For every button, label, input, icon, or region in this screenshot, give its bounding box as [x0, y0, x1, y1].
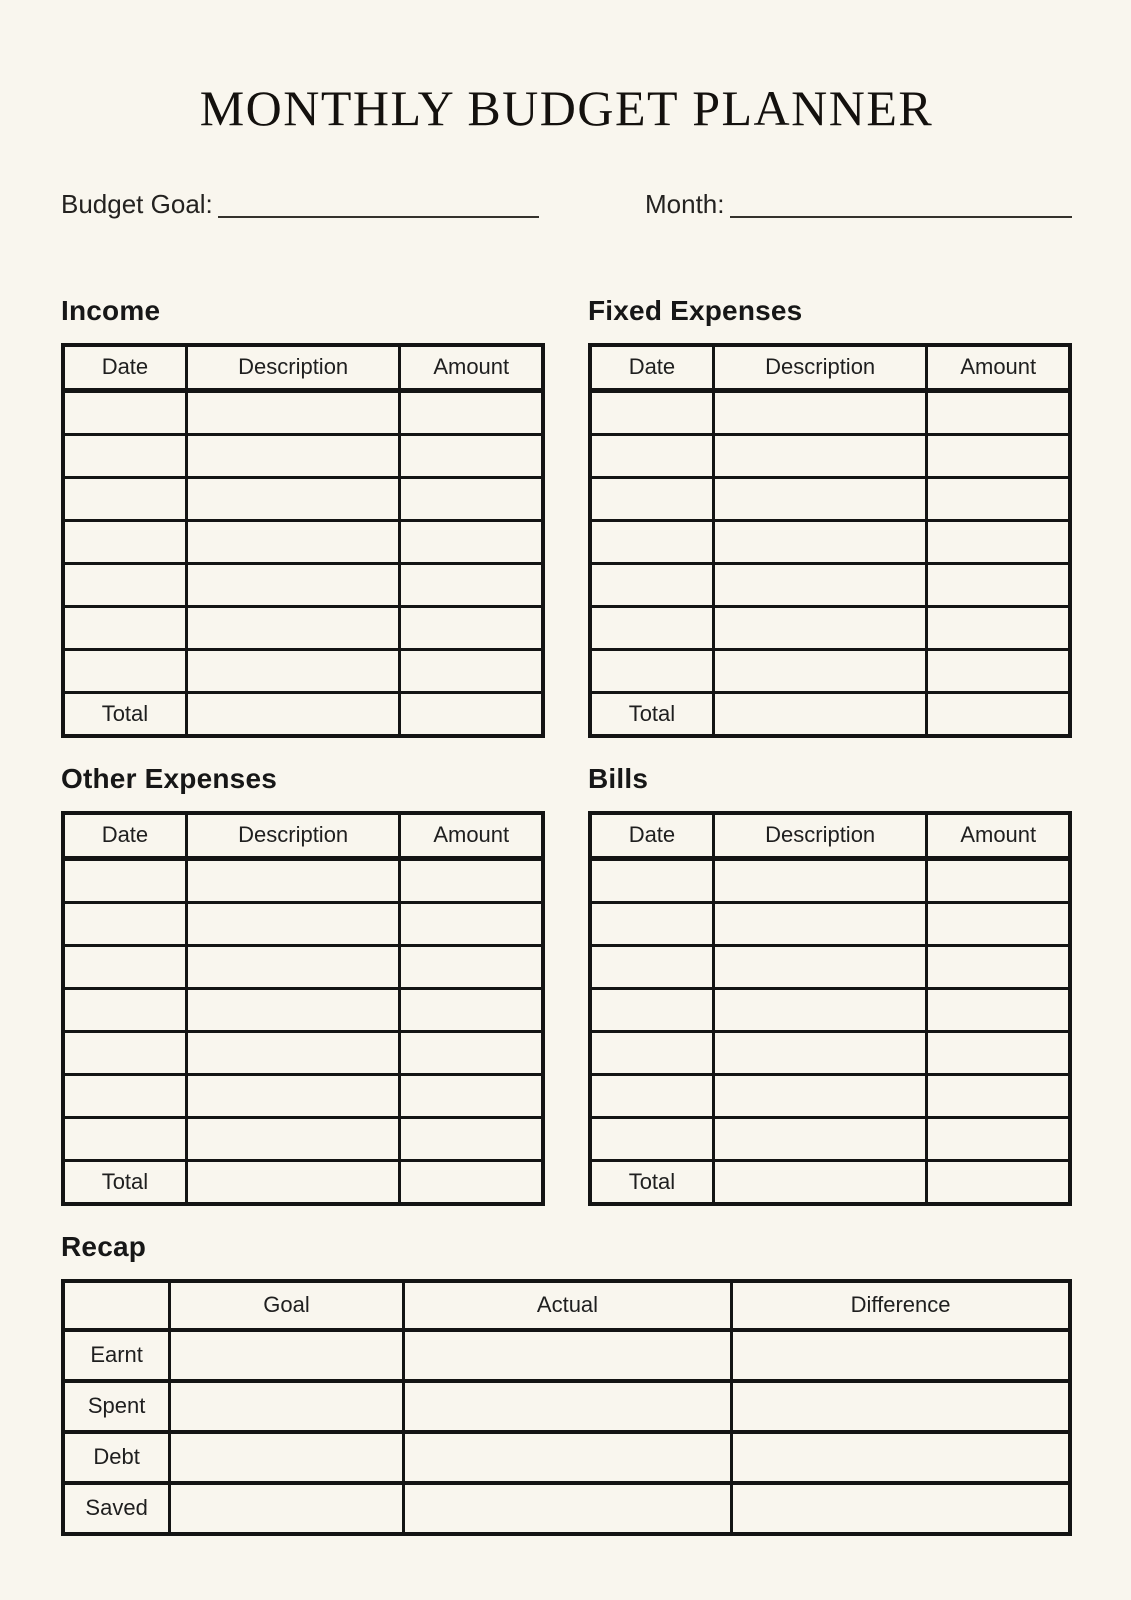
table-cell[interactable]: [400, 1117, 543, 1160]
table-cell[interactable]: [590, 434, 713, 477]
table-cell[interactable]: [186, 649, 400, 692]
table-cell[interactable]: [400, 1031, 543, 1074]
table-cell[interactable]: [63, 1074, 186, 1117]
table-cell[interactable]: [186, 1031, 400, 1074]
table-cell[interactable]: [400, 988, 543, 1031]
total-label-cell: Total: [63, 692, 186, 736]
budget-goal-input[interactable]: [218, 215, 539, 218]
section-recap: [61, 1229, 1072, 1536]
month-field: [645, 188, 1072, 221]
table-cell[interactable]: [590, 1074, 713, 1117]
table-cell[interactable]: [713, 390, 927, 434]
table-cell[interactable]: [400, 434, 543, 477]
table-cell[interactable]: [186, 988, 400, 1031]
table-cell[interactable]: [186, 1117, 400, 1160]
total-row: [590, 692, 1070, 736]
table-cell[interactable]: [713, 1117, 927, 1160]
table-cell[interactable]: [186, 1074, 400, 1117]
table-cell[interactable]: [713, 1160, 927, 1204]
header-row: [590, 813, 1070, 859]
section-bills: [588, 761, 1072, 1206]
table-cell[interactable]: [186, 902, 400, 945]
description-column-header: Description: [713, 813, 927, 859]
date-column-header: Date: [590, 813, 713, 859]
table-cell[interactable]: [732, 1432, 1070, 1483]
table-row: [63, 477, 543, 520]
row-label-cell: Saved: [63, 1483, 170, 1534]
table-cell[interactable]: [590, 520, 713, 563]
total-label-cell: Total: [590, 1160, 713, 1204]
section-fixed-expenses: [588, 293, 1072, 738]
recap-corner-cell: [63, 1281, 170, 1330]
table-cell[interactable]: [927, 520, 1070, 563]
table-cell[interactable]: [590, 988, 713, 1031]
section-income: [61, 293, 545, 738]
fixed-expenses-heading: Fixed Expenses: [588, 294, 803, 326]
table-row: [590, 945, 1070, 988]
table-cell[interactable]: [927, 1117, 1070, 1160]
table-cell[interactable]: [400, 858, 543, 902]
table-cell[interactable]: [927, 649, 1070, 692]
table-row: [63, 606, 543, 649]
table-cell[interactable]: [186, 434, 400, 477]
table-cell[interactable]: [400, 477, 543, 520]
table-cell[interactable]: [170, 1432, 404, 1483]
table-cell[interactable]: [63, 477, 186, 520]
table-cell[interactable]: [590, 563, 713, 606]
table-cell[interactable]: [927, 1031, 1070, 1074]
recap-row-saved: [63, 1483, 1070, 1534]
table-cell[interactable]: [63, 520, 186, 563]
table-cell[interactable]: [732, 1330, 1070, 1381]
table-cell[interactable]: [170, 1381, 404, 1432]
table-cell[interactable]: [400, 945, 543, 988]
table-cell[interactable]: [400, 563, 543, 606]
table-cell[interactable]: [170, 1330, 404, 1381]
amount-column-header: Amount: [400, 345, 543, 391]
table-cell[interactable]: [63, 1031, 186, 1074]
table-row: [590, 520, 1070, 563]
description-column-header: Description: [713, 345, 927, 391]
table-cell[interactable]: [590, 1031, 713, 1074]
recap-table: [61, 1279, 1072, 1536]
table-cell[interactable]: [927, 606, 1070, 649]
table-cell[interactable]: [400, 520, 543, 563]
table-cell[interactable]: [400, 692, 543, 736]
table-cell[interactable]: [186, 692, 400, 736]
row-label-cell: Earnt: [63, 1330, 170, 1381]
table-row: [63, 988, 543, 1031]
table-cell[interactable]: [732, 1483, 1070, 1534]
table-cell[interactable]: [63, 434, 186, 477]
table-row: [63, 1074, 543, 1117]
table-row: [63, 858, 543, 902]
amount-column-header: Amount: [927, 813, 1070, 859]
table-row: [63, 649, 543, 692]
budget-goal-field: [61, 188, 539, 221]
section-other-expenses: [61, 761, 545, 1206]
table-row: [590, 606, 1070, 649]
table-cell[interactable]: [400, 606, 543, 649]
table-cell[interactable]: [186, 1160, 400, 1204]
table-cell[interactable]: [590, 477, 713, 520]
fill-in-fields-row: [61, 188, 1072, 221]
table-cell[interactable]: [713, 1074, 927, 1117]
month-label: Month:: [645, 189, 725, 219]
table-cell[interactable]: [403, 1432, 731, 1483]
table-cell[interactable]: [713, 649, 927, 692]
total-row: [63, 692, 543, 736]
table-cell[interactable]: [713, 692, 927, 736]
table-cell[interactable]: [590, 902, 713, 945]
table-cell[interactable]: [927, 477, 1070, 520]
table-cell[interactable]: [170, 1483, 404, 1534]
description-column-header: Description: [186, 813, 400, 859]
row-label-cell: Spent: [63, 1381, 170, 1432]
table-cell[interactable]: [63, 988, 186, 1031]
table-cell[interactable]: [927, 988, 1070, 1031]
date-column-header: Date: [63, 345, 186, 391]
table-cell[interactable]: [400, 390, 543, 434]
amount-column-header: Amount: [400, 813, 543, 859]
table-row: [63, 520, 543, 563]
table-row: [590, 477, 1070, 520]
table-cell[interactable]: [63, 563, 186, 606]
table-cell[interactable]: [927, 692, 1070, 736]
table-cell[interactable]: [590, 390, 713, 434]
header-row: [63, 345, 543, 391]
table-cell[interactable]: [927, 902, 1070, 945]
actual-column-header: Actual: [403, 1281, 731, 1330]
table-cell[interactable]: [927, 1160, 1070, 1204]
header-row: [63, 813, 543, 859]
fixed-expenses-table: [588, 343, 1072, 738]
recap-row-spent: [63, 1381, 1070, 1432]
amount-column-header: Amount: [927, 345, 1070, 391]
table-cell[interactable]: [927, 434, 1070, 477]
date-column-header: Date: [590, 345, 713, 391]
table-cell[interactable]: [186, 606, 400, 649]
table-cell[interactable]: [713, 606, 927, 649]
month-input[interactable]: [730, 215, 1073, 218]
table-cell[interactable]: [713, 988, 927, 1031]
recap-heading: Recap: [61, 1230, 147, 1262]
table-row: [590, 858, 1070, 902]
table-cell[interactable]: [713, 858, 927, 902]
table-cell[interactable]: [63, 1117, 186, 1160]
description-column-header: Description: [186, 345, 400, 391]
page-title: MONTHLY BUDGET PLANNER: [199, 80, 934, 136]
table-cell[interactable]: [400, 902, 543, 945]
table-row: [63, 945, 543, 988]
recap-row-earnt: [63, 1330, 1070, 1381]
table-row: [63, 1031, 543, 1074]
table-cell[interactable]: [927, 945, 1070, 988]
recap-row-debt: [63, 1432, 1070, 1483]
table-cell[interactable]: [63, 649, 186, 692]
table-cell[interactable]: [590, 1117, 713, 1160]
total-row: [590, 1160, 1070, 1204]
bills-table: [588, 811, 1072, 1206]
table-row: [590, 649, 1070, 692]
other-expenses-table: [61, 811, 545, 1206]
table-cell[interactable]: [186, 390, 400, 434]
table-row: [590, 902, 1070, 945]
table-cell[interactable]: [713, 563, 927, 606]
row-label-cell: Debt: [63, 1432, 170, 1483]
table-cell[interactable]: [63, 945, 186, 988]
table-cell[interactable]: [927, 390, 1070, 434]
table-cell[interactable]: [713, 477, 927, 520]
table-row: [590, 1117, 1070, 1160]
table-cell[interactable]: [63, 858, 186, 902]
table-cell[interactable]: [186, 520, 400, 563]
table-cell[interactable]: [590, 858, 713, 902]
date-column-header: Date: [63, 813, 186, 859]
table-cell[interactable]: [63, 390, 186, 434]
table-cell[interactable]: [400, 1160, 543, 1204]
table-cell[interactable]: [63, 902, 186, 945]
table-cell[interactable]: [186, 563, 400, 606]
table-cell[interactable]: [186, 945, 400, 988]
total-label-cell: Total: [63, 1160, 186, 1204]
table-row: [590, 434, 1070, 477]
goal-column-header: Goal: [170, 1281, 404, 1330]
table-cell[interactable]: [590, 606, 713, 649]
table-cell[interactable]: [927, 563, 1070, 606]
table-cell[interactable]: [400, 1074, 543, 1117]
table-row: [590, 563, 1070, 606]
table-row: [590, 1074, 1070, 1117]
income-heading: Income: [61, 294, 161, 326]
header-row: [63, 1281, 1070, 1330]
table-cell[interactable]: [927, 858, 1070, 902]
table-row: [63, 1117, 543, 1160]
total-label-cell: Total: [590, 692, 713, 736]
table-cell[interactable]: [713, 434, 927, 477]
bills-heading: Bills: [588, 762, 649, 794]
table-cell[interactable]: [186, 858, 400, 902]
table-row: [590, 988, 1070, 1031]
table-row: [63, 563, 543, 606]
table-cell[interactable]: [713, 1031, 927, 1074]
table-cell[interactable]: [927, 1074, 1070, 1117]
table-cell[interactable]: [590, 945, 713, 988]
budget-goal-label: Budget Goal:: [61, 189, 213, 219]
table-row: [63, 390, 543, 434]
table-cell[interactable]: [590, 649, 713, 692]
table-cell[interactable]: [403, 1483, 731, 1534]
table-row: [590, 390, 1070, 434]
table-cell[interactable]: [403, 1330, 731, 1381]
income-table: [61, 343, 545, 738]
total-row: [63, 1160, 543, 1204]
table-row: [63, 902, 543, 945]
table-cell[interactable]: [713, 945, 927, 988]
table-cell[interactable]: [63, 606, 186, 649]
table-cell[interactable]: [403, 1381, 731, 1432]
table-cell[interactable]: [713, 902, 927, 945]
difference-column-header: Difference: [732, 1281, 1070, 1330]
table-row: [63, 434, 543, 477]
other-expenses-heading: Other Expenses: [61, 762, 277, 794]
table-cell[interactable]: [732, 1381, 1070, 1432]
table-cell[interactable]: [186, 477, 400, 520]
header-row: [590, 345, 1070, 391]
budget-sections-grid: [61, 293, 1072, 1206]
table-row: [590, 1031, 1070, 1074]
table-cell[interactable]: [400, 649, 543, 692]
table-cell[interactable]: [713, 520, 927, 563]
